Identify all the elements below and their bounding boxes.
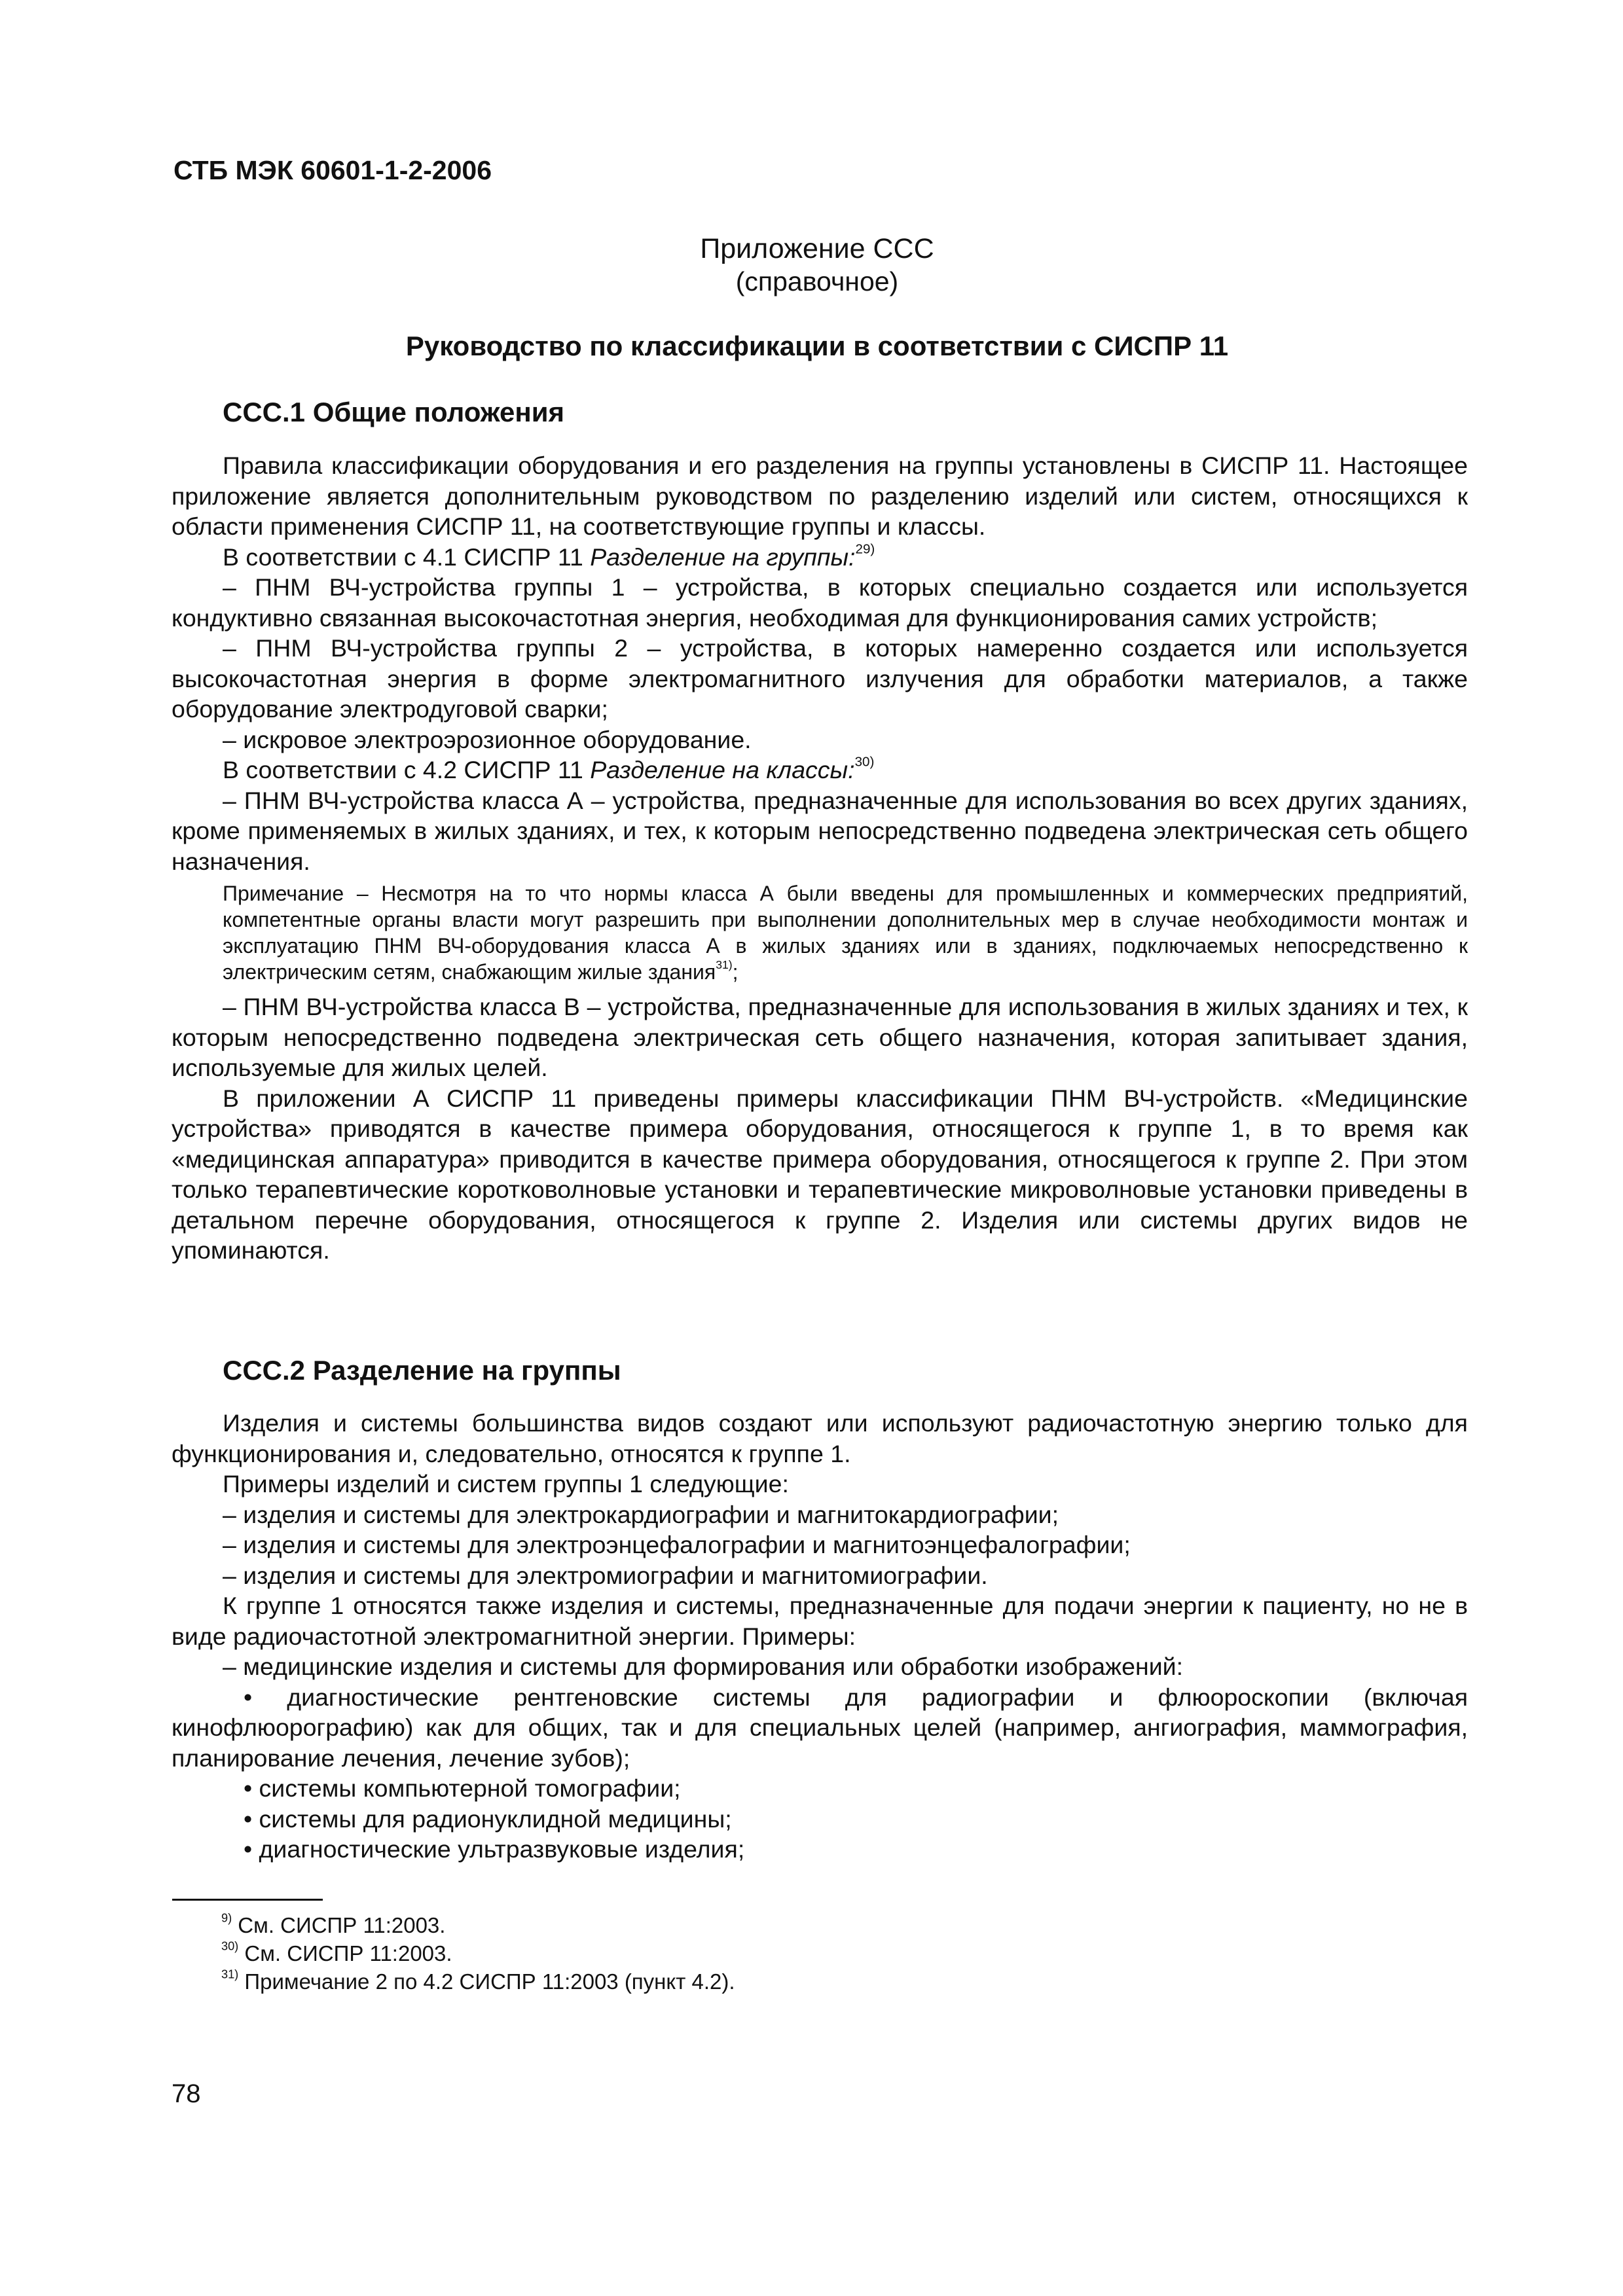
paragraph: Примеры изделий и систем группы 1 следующие: [223, 1470, 789, 1498]
list-item: – искровое электроэрозионное оборудование. [223, 725, 752, 753]
footnote-divider [172, 1899, 323, 1901]
section-2-title: ССС.2 Разделение на группы [223, 1355, 621, 1386]
bullet-item: • диагностические ультразвуковые изделия; [244, 1835, 745, 1863]
page-number: 78 [172, 2079, 201, 2108]
bullet-item: • диагностические рентгеновские системы для радиографии и флюороскопии (включая кинофлюорографию) как для общих, так и для специальных целей (например, ангиография, маммография, планирование лечения, лечение зубов); [172, 1683, 1468, 1772]
annex-heading: Руководство по классификации в соответствии с СИСПР 11 [405, 331, 1229, 361]
section-1-title: ССС.1 Общие положения [223, 397, 565, 427]
section-2-body [172, 1408, 1468, 1865]
list-item: – изделия и системы для электромиографии и магнитомиографии. [223, 1561, 988, 1589]
paragraph: Изделия и системы большинства видов создают или используют радиочастотную энергию только для функционирования и, следовательно, относятся к группе 1. [172, 1409, 1468, 1467]
list-item: – ПНМ ВЧ-устройства группы 1 – устройства, в которых специально создается или используется кондуктивно связанная высокочастотная энергия, необходимая для функционирования самих устройств; [172, 573, 1468, 632]
list-item: – ПНМ ВЧ-устройства класса А – устройства, предназначенные для использования во всех других зданиях, кроме применяемых в жилых зданиях, и тех, к которым непосредственно подведена электрическая сеть общего назначения. [172, 786, 1468, 875]
footnote: $^{9)}$ См. СИСПР 11:2003. [221, 1911, 446, 1937]
list-item: – изделия и системы для электроэнцефалографии и магнитоэнцефалографии; [223, 1531, 1131, 1558]
list-item: – ПНМ ВЧ-устройства группы 2 – устройства, в которых намеренно создается или используется высокочастотная энергия в форме электромагнитного излучения для обработки материалов, а также оборудование электродуговой сварки; [172, 634, 1468, 723]
bullet-item: • системы для радионуклидной медицины; [244, 1804, 732, 1833]
footnote: $^{30)}$ См. СИСПР 11:2003. [221, 1939, 452, 1965]
list-item: – медицинские изделия и системы для формирования или обработки изображений: [223, 1653, 1184, 1680]
footnote: $^{31)}$ Примечание 2 по 4.2 СИСПР 11:2003 (пункт 4.2). [221, 1967, 735, 1994]
standard-code: СТБ МЭК 60601-1-2-2006 [173, 155, 492, 185]
paragraph: Правила классификации оборудования и его разделения на группы установлены в СИСПР 11. Настоящее приложение является дополнительным руководством по разделению изделий или систем, относящихся к области применения СИСПР 11, на соответствующие группы и классы. [172, 452, 1468, 540]
list-item: – ПНМ ВЧ-устройства класса В – устройства, предназначенные для использования в жилых зданиях и тех, к которым непосредственно подведена электрическая сеть общего назначения, которая запитывает здания, используемые для жилых целей. [172, 993, 1468, 1081]
paragraph: В приложении А СИСПР 11 приведены примеры классификации ПНМ ВЧ-устройств. «Медицинские устройства» приводятся в качестве примера оборудования, относящегося к группе 1, в то время как «медицинская аппаратура» приводится в качестве примера оборудования, относящегося к группе 2. При этом только терапевтические коротковолновые установки и терапевтические микроволновые установки приведены в детальном перечне оборудования, относящегося к группе 2. Изделия или системы других видов не упоминаются. [172, 1084, 1468, 1264]
paragraph: В соответствии с 4.2 СИСПР 11 Разделение на классы:$^{30)}$ [223, 754, 875, 783]
paragraph: В соответствии с 4.1 СИСПР 11 Разделение на группы:$^{29)}$ [223, 541, 875, 571]
annex-subtitle: (справочное) [735, 266, 899, 296]
note: Примечание – Несмотря на то что нормы класса А были введены для промышленных и коммерческих предприятий, компетентные органы власти могут разрешить при выполнении дополнительных мер в случае необходимости монтаж и эксплуатацию ПНМ ВЧ-оборудования класса А в жилых зданиях или в зданиях, подключаемых непосредственно к электрическим сетям, снабжающим жилые здания$^{31)}$; [223, 882, 1468, 984]
bullet-item: • системы компьютерной томографии; [244, 1774, 681, 1802]
paragraph: К группе 1 относятся также изделия и системы, предназначенные для подачи энергии к пациенту, но не в виде радиочастотной электромагнитной энергии. Примеры: [172, 1592, 1468, 1650]
section-1-body [172, 450, 1468, 1266]
annex-title: Приложение ССС [700, 233, 934, 264]
list-item: – изделия и системы для электрокардиографии и магнитокардиографии; [223, 1500, 1059, 1528]
